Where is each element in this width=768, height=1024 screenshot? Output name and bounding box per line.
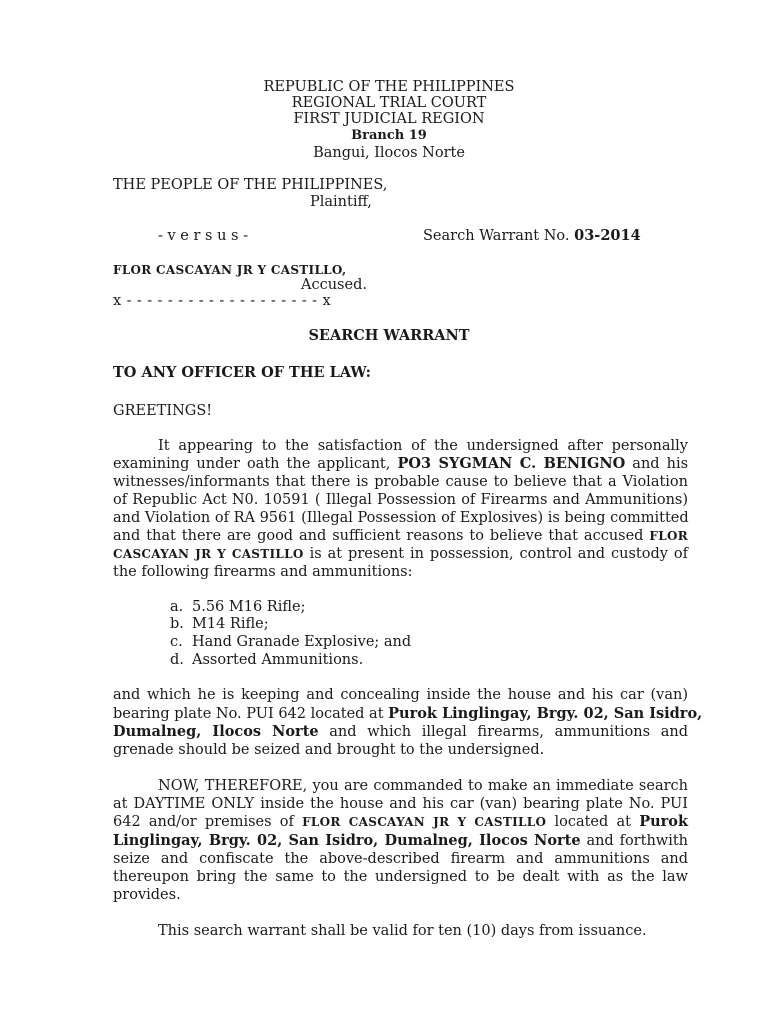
list-item xyxy=(170,651,363,669)
para1-line5: and Violation of RA 9561 (Illegal Possession of Explosives) is being committed xyxy=(113,510,689,526)
para3-line2: at DAYTIME ONLY inside the house and his car (van) bearing plate No. PUI xyxy=(113,796,688,812)
para3-line5: seize and confiscate the above-described firearm and ammunitions and xyxy=(113,851,688,867)
warrant-label: Search Warrant No. xyxy=(423,228,570,244)
list-item xyxy=(170,633,411,651)
list-text: M14 Rifle; xyxy=(192,616,269,632)
accused-name-inline: FLOR xyxy=(649,529,688,543)
para2-line2-text: bearing plate No. PUI 642 located at xyxy=(113,706,384,722)
plaintiff-role: Plaintiff, xyxy=(310,194,372,210)
header-republic: REPUBLIC OF THE PHILIPPINES xyxy=(263,79,515,95)
para3-line1: NOW, THEREFORE, you are commanded to make an immediate search xyxy=(158,778,688,794)
accused-name: FLOR CASCAYAN JR Y CASTILLO, xyxy=(113,263,347,277)
para3-line4 xyxy=(113,832,688,850)
list-text: Hand Granade Explosive; and xyxy=(192,634,412,650)
para3-line6: thereupon bring the same to the undersigned to be dealt with as the law xyxy=(113,869,688,885)
header-branch: Branch 19 xyxy=(351,128,427,143)
para1-line8: the following firearms and ammunitions: xyxy=(113,564,413,580)
address-bold: Purok Linglingay, Brgy. 02, San Isidro, xyxy=(388,705,703,722)
accused-name-inline: CASCAYAN JR Y CASTILLO xyxy=(113,547,304,561)
header-location: Bangui, Ilocos Norte xyxy=(313,145,465,161)
list-marker: c. xyxy=(170,634,183,650)
para3-line3-located: located at xyxy=(554,814,631,830)
para2-line3 xyxy=(113,723,688,741)
accused-role: Accused. xyxy=(301,277,367,293)
para1-line7-text: is at present in possession, control and custody of xyxy=(309,546,688,562)
warrant-number-line xyxy=(423,227,641,245)
para1-line2-end: and his xyxy=(632,456,689,472)
para1-line4: of Republic Act N0. 10591 ( Illegal Possession of Firearms and Ammunitions) xyxy=(113,492,688,508)
para2-line2 xyxy=(113,705,703,723)
warrant-number: 03-2014 xyxy=(574,227,641,244)
para3-line7: provides. xyxy=(113,887,181,903)
list-text: Assorted Ammunitions. xyxy=(192,652,364,668)
header-court: REGIONAL TRIAL COURT xyxy=(291,95,487,111)
list-item xyxy=(170,598,306,616)
validity-clause: This search warrant shall be valid for ten (10) days from issuance. xyxy=(158,923,647,939)
caption-separator: x - - - - - - - - - - - - - - - - - - - x xyxy=(113,293,332,309)
versus-label: - v e r s u s - xyxy=(158,228,248,244)
plaintiff-name: THE PEOPLE OF THE PHILIPPINES, xyxy=(113,177,388,193)
list-marker: a. xyxy=(170,599,184,615)
list-item xyxy=(170,615,269,633)
applicant-name: PO3 SYGMAN C. BENIGNO xyxy=(397,455,626,472)
header-region: FIRST JUDICIAL REGION xyxy=(293,111,485,127)
para2-line4: grenade should be seized and brought to the undersigned. xyxy=(113,742,545,758)
para1-line3: witnesses/informants that there is probable cause to believe that a Violation xyxy=(113,474,688,490)
para2-line3-text: and which illegal firearms, ammunitions and xyxy=(329,724,688,740)
document-title: SEARCH WARRANT xyxy=(308,327,470,344)
para1-line1: It appearing to the satisfaction of the undersigned after personally xyxy=(158,438,688,454)
para3-line3 xyxy=(113,813,688,831)
list-marker: d. xyxy=(170,652,184,668)
accused-name-inline: FLOR CASCAYAN JR Y CASTILLO xyxy=(302,815,547,829)
para2-line1: and which he is keeping and concealing inside the house and his car (van) xyxy=(113,687,688,703)
para1-line2-text: examining under oath the applicant, xyxy=(113,456,391,472)
address-bold: Linglingay, Brgy. 02, San Isidro, Dumalneg, Ilocos Norte xyxy=(113,832,581,849)
para3-line3-text: 642 and/or premises of xyxy=(113,814,294,830)
para3-line4-text: and forthwith xyxy=(586,833,688,849)
greeting: GREETINGS! xyxy=(113,403,213,419)
salutation: TO ANY OFFICER OF THE LAW: xyxy=(113,364,372,381)
address-bold: Dumalneg, Ilocos Norte xyxy=(113,723,319,740)
para1-line2 xyxy=(113,455,688,473)
para1-line6-text: and that there are good and sufficient reasons to believe that accused xyxy=(113,528,644,544)
para1-line7 xyxy=(113,545,688,563)
list-marker: b. xyxy=(170,616,184,632)
para1-line6 xyxy=(113,527,688,545)
address-bold: Purok xyxy=(639,813,688,830)
list-text: 5.56 M16 Rifle; xyxy=(192,599,306,615)
